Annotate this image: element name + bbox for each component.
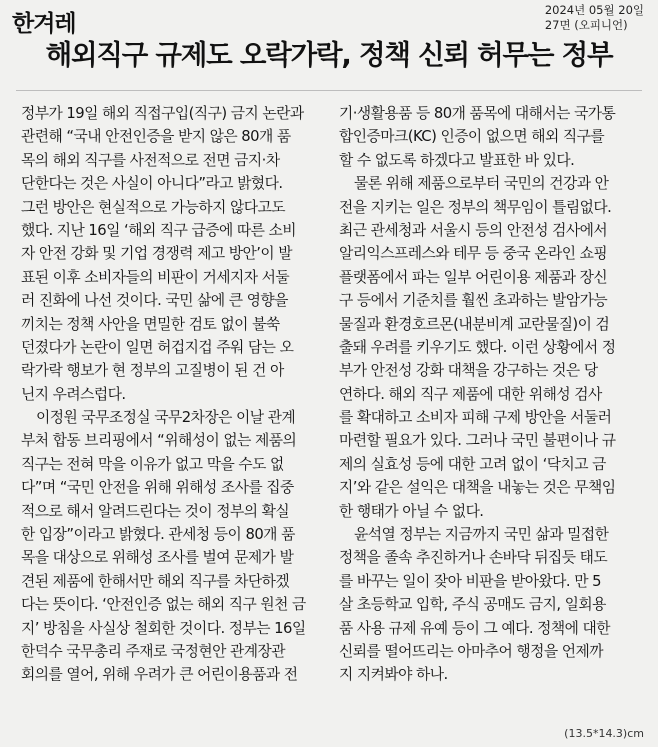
body-text-line: 이정원 국무조정실 국무2차장은 이날 관계 [36, 409, 296, 427]
body-text-line: 살 초등학교 입학, 주식 공매도 금지, 일회용 [339, 596, 606, 614]
body-text-line: 적으로 해서 알려드린다는 것이 정부의 확실 [21, 502, 290, 520]
page-section: 27면 (오피니언) [544, 18, 628, 32]
body-text-line: 합인증마크(KC) 인증이 없으면 해외 직구를 [339, 128, 605, 146]
body-text-line: 한덕수 국무총리 주재로 국정현안 관계장관 [21, 642, 286, 660]
body-text-line: 정책을 졸속 추진하거나 손바닥 뒤집듯 태도 [339, 549, 608, 567]
body-text-line: 지’와 같은 설익은 대책을 내놓는 것은 무책임 [339, 479, 616, 497]
body-text-line: 플랫폼에서 파는 일부 어린이용 제품과 장신 [339, 268, 608, 286]
body-text-line: 다는 뜻이다. ‘안전인증 없는 해외 직구 원천 금 [21, 596, 306, 614]
body-text-line: 구 등에서 기준치를 훨씬 초과하는 발암가능 [339, 292, 608, 310]
body-text-line: 물론 위해 제품으로부터 국민의 건강과 안 [354, 175, 609, 193]
body-text-line: 최근 관세청과 서울시 등의 안전성 검사에서 [339, 221, 608, 239]
right-column [339, 102, 645, 687]
body-text-line: 한 행태가 아닐 수 없다. [339, 502, 484, 520]
newspaper-logo: 한겨레 [12, 11, 76, 37]
body-text-line: 목의 해외 직구를 사전적으로 전면 금지·차 [21, 151, 280, 169]
body-text-line: 물질과 환경호르몬(내분비계 교란물질)이 검 [339, 315, 610, 333]
body-text-line: 를 바꾸는 일이 잦아 비판을 받아왔다. 만 5 [339, 572, 601, 590]
headline-divider [16, 90, 642, 91]
publication-date: 2024년 05월 20일 [544, 3, 644, 17]
body-text-line: 전을 지키는 일은 정부의 책무임이 틀림없다. [339, 198, 612, 216]
body-text-line: 회의를 열어, 위해 우려가 큰 어린이용품과 전 [21, 666, 298, 684]
body-text-line: 자 안전 강화 및 기업 경쟁력 제고 방안’이 발 [21, 245, 293, 263]
body-text-line: 마련할 필요가 있다. 그러나 국민 불편이나 규 [339, 432, 616, 450]
left-column [21, 102, 327, 687]
body-text-line: 락가락 행보가 현 정부의 고질병이 된 건 아 [21, 362, 284, 380]
body-text-line: 직구는 전혀 막을 이유가 없고 막을 수도 없 [21, 455, 284, 473]
article-headline: 해외직구 규제도 오락가락, 정책 신뢰 허무는 정부 [45, 39, 613, 71]
body-text-line: 한 입장”이라고 밝혔다. 관세청 등이 80개 품 [21, 526, 295, 544]
body-text-line: 윤석열 정부는 지금까지 국민 삶과 밀접한 [354, 526, 609, 544]
body-text-line: 부처 합동 브리핑에서 “위해성이 없는 제품의 [21, 432, 297, 450]
body-text-line: 지 지켜봐야 하나. [339, 666, 448, 684]
body-text-line: 했다. 지난 16일 ‘해외 직구 급증에 따른 소비 [21, 221, 297, 239]
body-text-line: 출돼 우려를 키우기도 했다. 이런 상황에서 정 [339, 338, 616, 356]
body-text-line: 할 수 없도록 하겠다고 발표한 바 있다. [339, 151, 575, 169]
body-text-line: 기·생활용품 등 80개 품목에 대해서는 국가통 [339, 105, 616, 122]
body-text-line: 그런 방안은 현실적으로 가능하지 않다고도 [21, 198, 286, 216]
body-text-line: 신뢰를 떨어뜨리는 아마추어 행정을 언제까 [339, 642, 604, 660]
body-text-line: 단한다는 것은 사실이 아니다”라고 밝혔다. [21, 175, 283, 193]
body-text-line: 목을 대상으로 위해성 조사를 벌여 문제가 발 [21, 549, 294, 567]
publication-meta [545, 3, 644, 33]
body-text-line: 알리익스프레스와 테무 등 중국 온라인 쇼핑 [339, 245, 608, 263]
body-text-line: 연하다. 해외 직구 제품에 대한 위해성 검사 [339, 385, 602, 403]
body-text-line: 다”며 “국민 안전을 위해 위해성 조사를 집중 [21, 479, 294, 497]
body-text-line: 제의 실효성 등에 대한 고려 없이 ‘닥치고 금 [339, 455, 606, 473]
body-text-line: 관련해 “국내 안전인증을 받지 않은 80개 품 [21, 128, 291, 146]
body-text-line: 정부가 19일 해외 직접구입(직구) 금지 논란과 [21, 105, 304, 122]
body-text-line: 지’ 방침을 사실상 철회한 것이다. 정부는 16일 [21, 619, 306, 637]
body-text-line: 부가 안전성 강화 대책을 강구하는 것은 당 [339, 362, 598, 380]
body-text-line: 닌지 우려스럽다. [21, 385, 126, 403]
body-text-line: 표된 이후 소비자들의 비판이 거세지자 서둘 [21, 268, 290, 286]
article-size-note: (13.5*14.3)cm [564, 727, 644, 740]
body-text-line: 품 사용 규제 유예 등이 그 예다. 정책에 대한 [339, 619, 611, 637]
body-text-line: 견된 제품에 한해서만 해외 직구를 차단하겠 [21, 572, 290, 590]
body-text-line: 러 진화에 나선 것이다. 국민 삶에 큰 영향을 [21, 292, 288, 310]
body-text-line: 를 확대하고 소비자 피해 구제 방안을 서둘러 [339, 409, 612, 427]
body-text-line: 끼치는 정책 사안을 면밀한 검토 없이 불쑥 [21, 315, 280, 333]
body-text-line: 던졌다가 논란이 일면 허겁지겁 주워 담는 오 [21, 338, 294, 356]
